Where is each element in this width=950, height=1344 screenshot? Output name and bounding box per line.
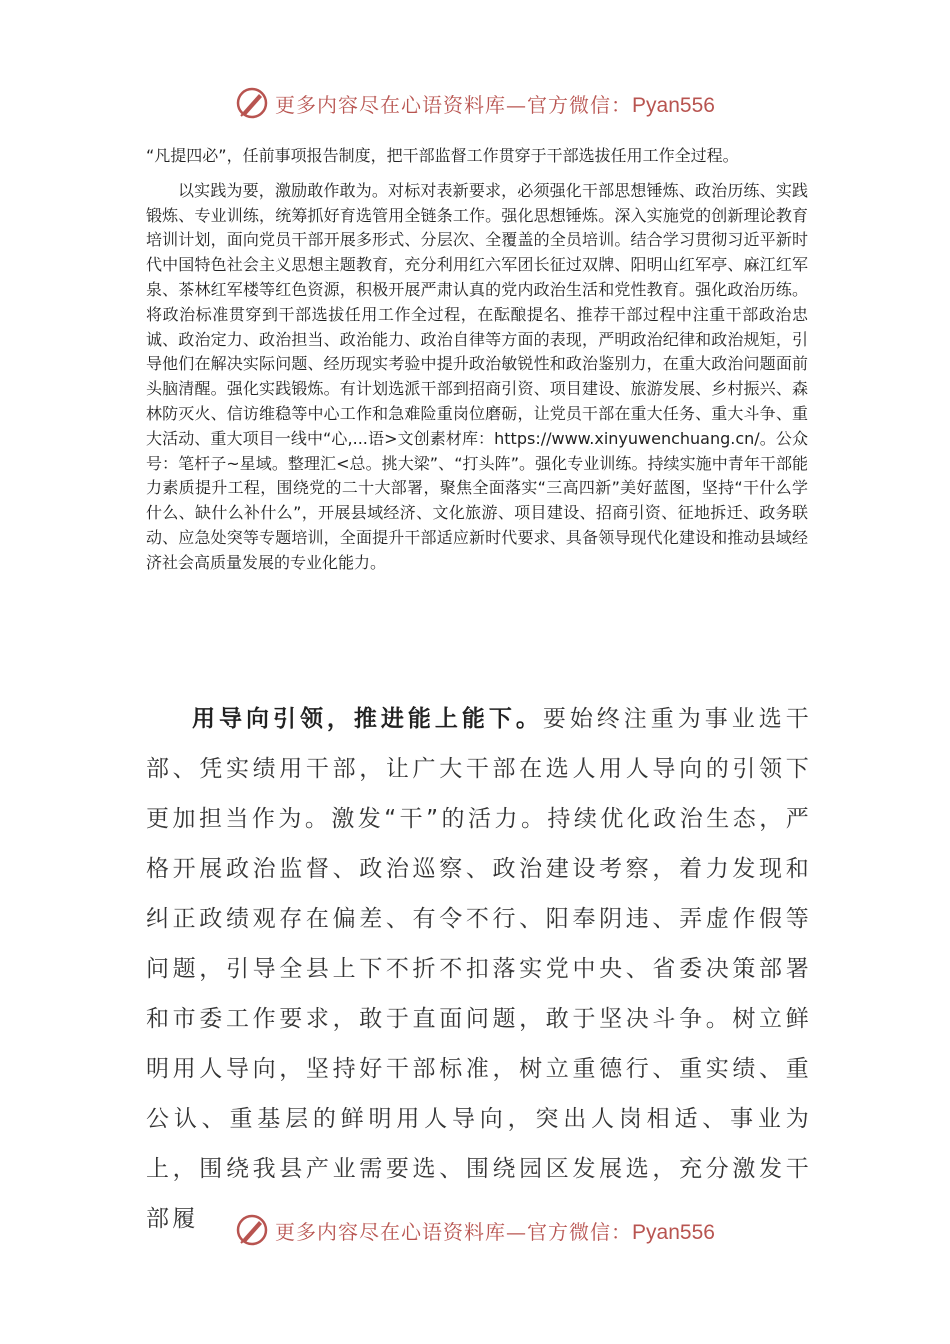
header-banner (0, 83, 950, 123)
header-banner-text: 更多内容尽在心语资料库—官方微信：Pyan556 (275, 92, 715, 117)
footer-banner (0, 1210, 950, 1250)
document-body-small (146, 144, 808, 576)
pen-logo-icon (235, 1213, 269, 1247)
paragraph-practice: 以实践为要，激励敢作敢为。对标对表新要求，必须强化干部思想锤炼、政治历练、实践锻炼、专业训练，统筹抓好育选管用全链条工作。强化思想锤炼。深入实施党的创新理论教育培训计划，面向党员干部开展多形式、分层次、全覆盖的全员培训。结合学习贯彻习近平新时代中国特色社会主义思想主题教育，充分利用红六军团长征过双牌、阳明山红军亭、麻江红军泉、茶林红军楼等红色资源，积极开展严肃认真的党内政治生活和党性教育。强化政治历练。将政治标准贯穿到干部选拔任用工作全过程，在酝酿提名、推荐干部过程中注重干部政治忠诚、政治定力、政治担当、政治能力、政治自律等方面的表现，严明政治纪律和政治规矩，引导他们在解决实际问题、经历现实考验中提升政治敏锐性和政治鉴别力，在重大政治问题面前头脑清醒。强化实践锻炼。有计划选派干部到招商引资、项目建设、旅游发展、乡村振兴、森林防灭火、信访维稳等中心工作和急难险重岗位磨砺，让党员干部在重大任务、重大斗争、重大活动、重大项目一线中“心,...语>文创素材库：https://www.xinyuwenchuang.cn/。公众号：笔杆子~星域。整理汇<总。挑大梁”、“打头阵”。强化专业训练。持续实施中青年干部能力素质提升工程，围绕党的二十大部署，聚焦全面落实“三高四新”美好蓝图，坚持“干什么学什么、缺什么补什么”，开展县域经济、文化旅游、项目建设、招商引资、征地拆迁、政务联动、应急处突等专题培训，全面提升干部适应新时代要求、具备领导现代化建设和推动县域经济社会高质量发展的专业化能力。 (146, 180, 808, 572)
pen-logo-icon (235, 86, 269, 120)
paragraph-guidance-text: 要始终注重为事业选干部、凭实绩用干部，让广大干部在选人用人导向的引领下更加担当作为。激发“干”的活力。持续优化政治生态，严格开展政治监督、政治巡察、政治建设考察，着力发现和纠正政绩观存在偏差、有令不行、阳奉阴违、弄虚作假等问题，引导全县上下不折不扣落实党中央、省委决策部署和市委工作要求，敢于直面问题，敢于坚决斗争。树立鲜明用人导向，坚持好干部标准，树立重德行、重实绩、重公认、重基层的鲜明用人导向，突出人岗相适、事业为上，围绕我县产业需要选、围绕园区发展选，充分激发干部履 (146, 706, 813, 1232)
paragraph-continuation: “凡提四必”，任前事项报告制度，把干部监督工作贯穿于干部选拔任用工作全过程。 (146, 146, 739, 165)
paragraph-guidance (146, 694, 812, 1244)
footer-banner-text: 更多内容尽在心语资料库—官方微信：Pyan556 (275, 1219, 715, 1244)
document-body-large (146, 694, 812, 1244)
paragraph-lead-heading: 用导向引领，推进能上能下。 (192, 706, 543, 732)
